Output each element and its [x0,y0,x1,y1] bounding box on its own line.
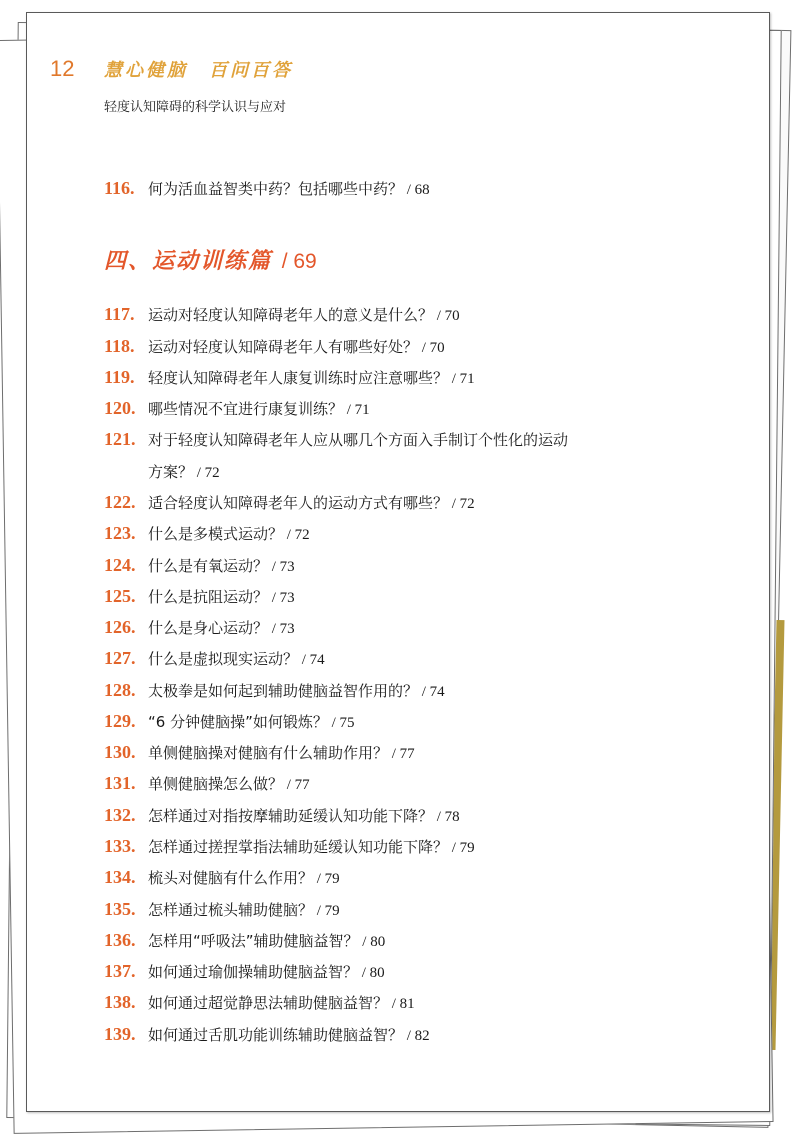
entry-number: 116. [104,178,135,198]
entry-title: 怎样通过梳头辅助健脑？ [148,901,314,919]
toc-entry[interactable] [104,773,310,794]
entry-number: 126. [104,617,136,637]
entry-title: 太极拳是如何起到辅助健脑益智作用的？ [148,682,419,700]
entry-title: 轻度认知障碍老年人康复训练时应注意哪些？ [148,369,449,387]
section-page: / 69 [281,250,317,273]
entry-number: 117. [104,304,135,324]
entry-number: 120. [104,398,136,418]
entry-page: / 79 [451,840,475,856]
toc-entry[interactable] [104,805,460,826]
entry-page: / 80 [361,965,385,981]
toc-entry[interactable] [104,930,385,951]
entry-number: 130. [104,742,136,762]
toc-entry[interactable] [104,680,445,701]
entry-title: 什么是虚拟现实运动？ [148,650,299,668]
entry-number: 127. [104,648,136,668]
entry-title: 梳头对健脑有什么作用？ [148,869,314,887]
toc-entry[interactable] [104,429,568,450]
section-heading[interactable] [104,244,317,275]
toc-entry[interactable] [104,398,370,419]
entry-page: / 70 [421,340,445,356]
toc-entry[interactable] [104,178,430,199]
entry-title: 什么是身心运动？ [148,619,269,637]
entry-title: 运动对轻度认知障碍老年人的意义是什么？ [148,306,434,324]
entry-title: 如何通过舌肌功能训练辅助健脑益智？ [148,1026,404,1044]
toc-entry[interactable] [104,367,475,388]
entry-page: / 79 [316,871,340,887]
entry-page: / 73 [271,621,295,637]
toc-entry[interactable] [104,648,325,669]
entry-page: / 78 [436,809,460,825]
entry-title: 单侧健脑操对健脑有什么辅助作用？ [148,744,389,762]
series-title: 慧心健脑 百问百答 [104,60,293,81]
entry-page: / 71 [451,371,475,387]
entry-title: 哪些情况不宜进行康复训练？ [148,400,344,418]
entry-title: 怎样通过搓捏掌指法辅助延缓认知功能下降？ [148,838,449,856]
entry-number: 138. [104,992,136,1012]
toc-entry[interactable] [104,555,295,576]
entry-page: / 77 [391,746,415,762]
toc-entry[interactable] [104,336,445,357]
entry-title: 什么是抗阻运动？ [148,588,269,606]
page-number: 12 [50,56,75,81]
toc-entry[interactable] [104,586,295,607]
entry-title-continued: 方案？ [148,463,194,481]
toc-entry[interactable] [104,992,415,1013]
entry-number: 132. [104,805,136,825]
toc-entry[interactable] [104,742,415,763]
entry-title: 怎样用“呼吸法”辅助健脑益智？ [148,932,359,950]
entry-number: 135. [104,899,136,919]
entry-page: / 73 [271,559,295,575]
entry-number: 139. [104,1024,136,1044]
entry-page: / 74 [421,684,445,700]
entry-page: / 73 [271,590,295,606]
entry-number: 123. [104,523,136,543]
toc-entry[interactable] [104,836,475,857]
entry-number: 131. [104,773,136,793]
toc-entry[interactable] [104,711,355,732]
toc-entry[interactable] [104,1024,430,1045]
entry-number: 128. [104,680,136,700]
toc-entry[interactable] [104,899,340,920]
entry-page: / 80 [362,934,386,950]
section-title: 四、运动训练篇 [104,248,273,274]
entry-number: 119. [104,367,135,387]
entry-page: / 79 [316,903,340,919]
entry-title: 怎样通过对指按摩辅助延缓认知功能下降？ [148,807,434,825]
entry-number: 137. [104,961,136,981]
entry-page: / 81 [391,996,415,1012]
toc-entry[interactable] [104,867,340,888]
entry-title: 运动对轻度认知障碍老年人有哪些好处？ [148,338,419,356]
toc-entry[interactable] [104,523,310,544]
entry-page: / 72 [196,465,220,481]
entry-number: 136. [104,930,136,950]
entry-page: / 82 [406,1028,430,1044]
toc-entry[interactable] [104,617,295,638]
entry-page: / 70 [436,308,460,324]
entry-title: 如何通过瑜伽操辅助健脑益智？ [148,963,359,981]
entry-title: 什么是多模式运动？ [148,525,284,543]
entry-page: / 77 [286,777,310,793]
entry-number: 122. [104,492,136,512]
entry-number: 129. [104,711,136,731]
entry-page: / 74 [301,652,325,668]
entry-number: 134. [104,867,136,887]
entry-number: 118. [104,336,135,356]
toc-entry-continuation[interactable] [104,461,220,482]
entry-page: / 75 [331,715,355,731]
toc-entry[interactable] [104,304,460,325]
entry-number: 133. [104,836,136,856]
entry-title: 如何通过超觉静思法辅助健脑益智？ [148,994,389,1012]
book-subtitle: 轻度认知障碍的科学认识与应对 [104,100,287,115]
entry-number: 124. [104,555,136,575]
entry-title: 对于轻度认知障碍老年人应从哪几个方面入手制订个性化的运动 [148,431,569,449]
entry-title: “6 分钟健脑操”如何锻炼？ [148,713,328,731]
toc-entry[interactable] [104,961,385,982]
entry-title: 单侧健脑操怎么做？ [148,775,284,793]
entry-page: / 72 [286,527,310,543]
entry-title: 适合轻度认知障碍老年人的运动方式有哪些？ [148,494,449,512]
entry-number: 125. [104,586,136,606]
entry-page: / 72 [451,496,475,512]
entry-page: / 71 [346,402,370,418]
entry-number: 121. [104,429,136,449]
entry-title: 什么是有氧运动？ [148,557,269,575]
entry-page: / 68 [406,182,430,198]
entry-title: 何为活血益智类中药？包括哪些中药？ [148,180,404,198]
toc-entry[interactable] [104,492,475,513]
